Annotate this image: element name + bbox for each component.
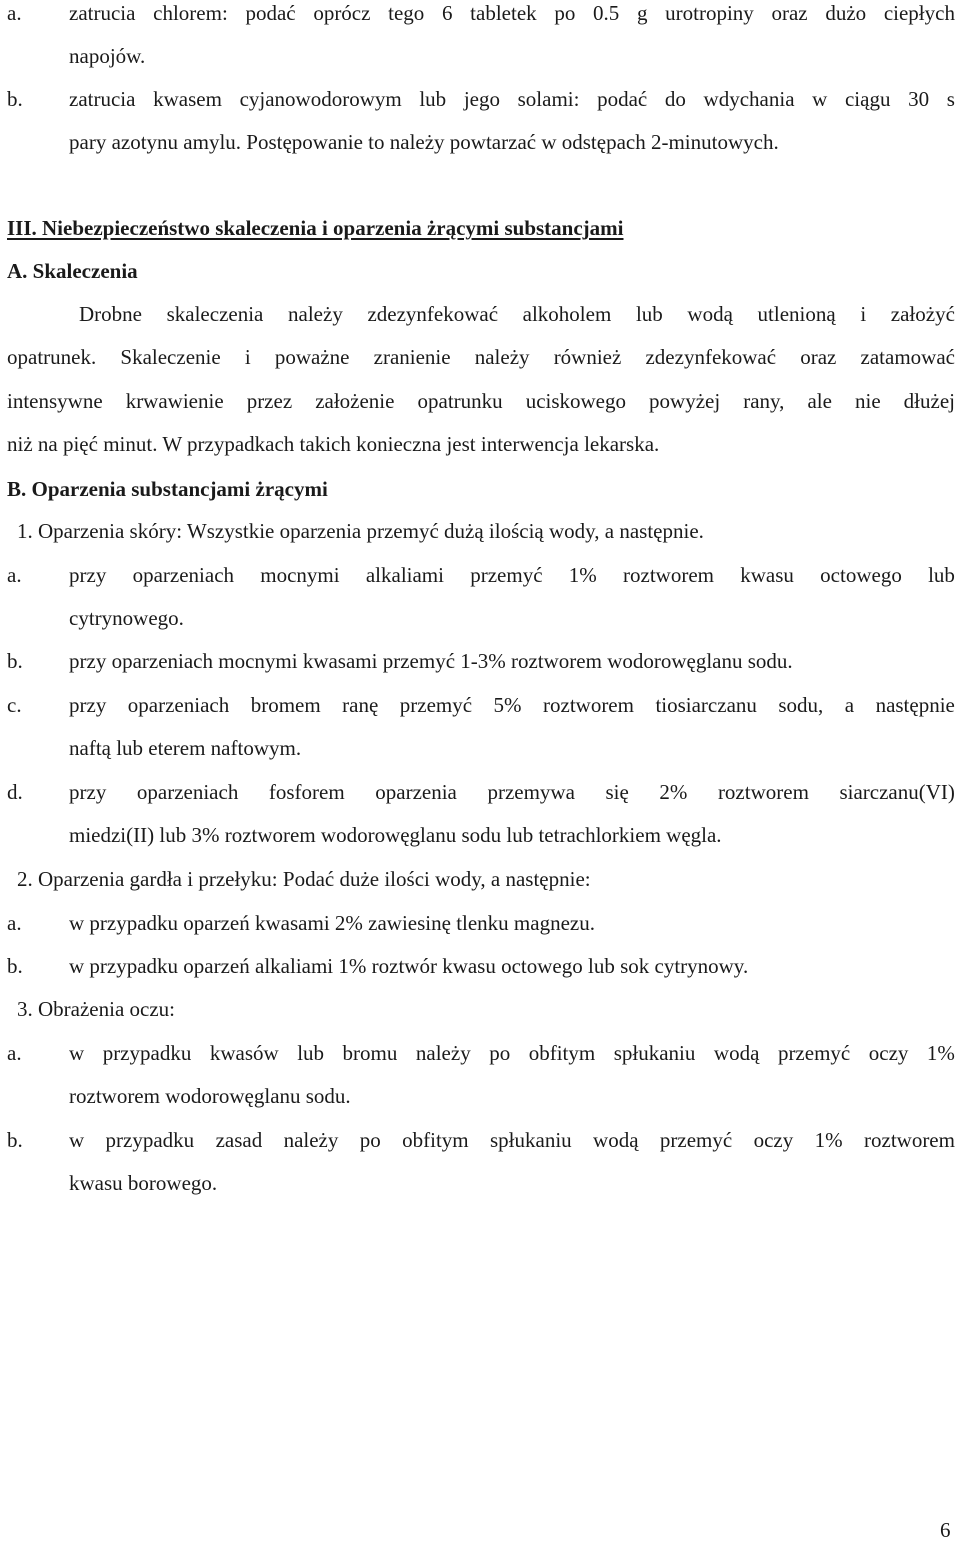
word: roztworem bbox=[864, 1128, 955, 1152]
page-number: 6 bbox=[940, 1518, 951, 1542]
word: mocnymi bbox=[260, 563, 340, 587]
word: zdezynfekować bbox=[645, 345, 777, 369]
word: tabletek bbox=[470, 1, 537, 25]
word: lub bbox=[297, 1041, 325, 1065]
word: urotropiny bbox=[665, 1, 754, 25]
word: uciskowego bbox=[525, 389, 627, 413]
list-marker: b. bbox=[7, 649, 23, 673]
word: oparzeniach bbox=[132, 563, 235, 587]
word: i bbox=[860, 302, 867, 326]
word: kwasu bbox=[740, 563, 794, 587]
word: alkaliami bbox=[365, 563, 444, 587]
word: przypadku bbox=[102, 1041, 192, 1065]
word: roztworem bbox=[717, 780, 809, 804]
word: podać bbox=[245, 1, 296, 25]
subsection-heading: B. Oparzenia substancjami żrącymi bbox=[7, 477, 328, 501]
list-item-line: miedzi(II) lub 3% roztworem wodorowęglanu sodu lub tetrachlorkiem węgla. bbox=[69, 823, 722, 847]
word: przemyć bbox=[777, 1041, 851, 1065]
list-item-line: w przypadku oparzeń kwasami 2% zawiesinę tlenku magnezu. bbox=[69, 911, 595, 935]
word: solami: bbox=[517, 87, 580, 111]
word: lub bbox=[928, 563, 955, 587]
word: krwawienie bbox=[125, 389, 224, 413]
list-item-line bbox=[69, 562, 955, 588]
paragraph-line: niż na pięć minut. W przypadkach takich konieczna jest interwencja lekarska. bbox=[7, 432, 660, 456]
word: należy bbox=[288, 302, 343, 326]
word: sodu, bbox=[778, 693, 824, 717]
list-marker: c. bbox=[7, 693, 22, 717]
word: ciągu bbox=[844, 87, 891, 111]
word: rany, bbox=[743, 389, 785, 413]
word: ciepłych bbox=[883, 1, 955, 25]
word: 0.5 bbox=[593, 1, 620, 25]
word: s bbox=[946, 87, 955, 111]
word: zranienie bbox=[373, 345, 451, 369]
word: przy bbox=[69, 563, 107, 587]
word: bromem bbox=[250, 693, 321, 717]
word: bromu bbox=[342, 1041, 398, 1065]
word: w bbox=[812, 87, 828, 111]
list-marker: a. bbox=[7, 563, 22, 587]
list-item-line: napojów. bbox=[69, 44, 146, 68]
word: w bbox=[69, 1041, 85, 1065]
word: należy bbox=[415, 1041, 471, 1065]
word: a bbox=[844, 693, 855, 717]
list-item-line: naftą lub eterem naftowym. bbox=[69, 736, 302, 760]
word: oparzeniach bbox=[127, 693, 230, 717]
word: przemyć bbox=[399, 693, 473, 717]
word: g bbox=[636, 1, 648, 25]
numbered-point: 2. Oparzenia gardła i przełyku: Podać duże ilości wody, a następnie: bbox=[17, 867, 591, 891]
word: opatrunek. bbox=[7, 345, 97, 369]
word: wodą bbox=[713, 1041, 760, 1065]
word: podać bbox=[597, 87, 648, 111]
word: ale bbox=[807, 389, 832, 413]
word: w bbox=[69, 1128, 85, 1152]
list-marker: a. bbox=[7, 911, 22, 935]
word: założyć bbox=[890, 302, 955, 326]
word: spłukaniu bbox=[613, 1041, 696, 1065]
list-item-line bbox=[69, 86, 955, 112]
word: kwasów bbox=[209, 1041, 279, 1065]
word: alkoholem bbox=[522, 302, 612, 326]
word: obfitym bbox=[402, 1128, 469, 1152]
word: fosforem bbox=[268, 780, 345, 804]
word: do bbox=[664, 87, 686, 111]
word: przy bbox=[69, 780, 107, 804]
word: wodą bbox=[687, 302, 733, 326]
paragraph-line bbox=[79, 301, 955, 327]
word: tiosiarczanu bbox=[655, 693, 757, 717]
word: roztworem bbox=[623, 563, 714, 587]
word: lub bbox=[419, 87, 447, 111]
word: poważne bbox=[274, 345, 350, 369]
word: cyjanowodorowym bbox=[239, 87, 402, 111]
word: przemyć bbox=[659, 1128, 733, 1152]
list-marker: b. bbox=[7, 87, 23, 111]
word: po bbox=[554, 1, 576, 25]
word: spłukaniu bbox=[490, 1128, 572, 1152]
list-marker: a. bbox=[7, 1, 22, 25]
list-item-line bbox=[69, 692, 955, 718]
list-marker: d. bbox=[7, 780, 23, 804]
word: przez bbox=[246, 389, 293, 413]
word: tego bbox=[388, 1, 425, 25]
word: Skaleczenie bbox=[120, 345, 221, 369]
numbered-point: 3. Obrażenia oczu: bbox=[17, 997, 176, 1021]
word: jego bbox=[463, 87, 500, 111]
word: zdezynfekować bbox=[367, 302, 499, 326]
word: lub bbox=[635, 302, 663, 326]
list-item-line bbox=[69, 1127, 955, 1153]
paragraph-line bbox=[7, 388, 955, 414]
word: skaleczenia bbox=[166, 302, 264, 326]
list-item-line: przy oparzeniach mocnymi kwasami przemyć 1-3% roztworem wodorowęglanu sodu. bbox=[69, 649, 793, 673]
word: intensywne bbox=[7, 389, 103, 413]
word: i bbox=[244, 345, 251, 369]
word: opatrunku bbox=[417, 389, 503, 413]
word: należy bbox=[283, 1128, 339, 1152]
word: dużo bbox=[825, 1, 867, 25]
list-item-line: w przypadku oparzeń alkaliami 1% roztwór kwasu octowego lub sok cytrynowy. bbox=[69, 954, 749, 978]
word: oraz bbox=[800, 345, 837, 369]
word: założenie bbox=[315, 389, 395, 413]
list-item-line: kwasu borowego. bbox=[69, 1171, 218, 1195]
word: oparzeniach bbox=[136, 780, 239, 804]
list-item-line bbox=[69, 1040, 955, 1066]
word: 1% bbox=[926, 1041, 955, 1065]
word: po bbox=[489, 1041, 511, 1065]
word: nie bbox=[854, 389, 881, 413]
section-heading: III. Niebezpieczeństwo skaleczenia i oparzenia żrącymi substancjami bbox=[7, 216, 624, 240]
word: 6 bbox=[441, 1, 453, 25]
word: ranę bbox=[342, 693, 379, 717]
subsection-heading: A. Skaleczenia bbox=[7, 259, 138, 283]
word: następnie bbox=[875, 693, 955, 717]
word: oczy bbox=[753, 1128, 794, 1152]
word: przy bbox=[69, 693, 107, 717]
list-marker: b. bbox=[7, 1128, 23, 1152]
word: zatrucia bbox=[69, 87, 136, 111]
word: utlenioną bbox=[757, 302, 836, 326]
list-marker: b. bbox=[7, 954, 23, 978]
list-item-line bbox=[69, 779, 955, 805]
word: chlorem: bbox=[153, 1, 228, 25]
word: octowego bbox=[820, 563, 902, 587]
word: oparzenia bbox=[375, 780, 457, 804]
list-item-line bbox=[69, 0, 955, 26]
word: oraz bbox=[771, 1, 808, 25]
numbered-point: 1. Oparzenia skóry: Wszystkie oparzenia przemyć dużą ilością wody, a następnie. bbox=[17, 519, 704, 543]
word: po bbox=[359, 1128, 381, 1152]
word: przemyć bbox=[470, 563, 543, 587]
word: przypadku bbox=[105, 1128, 195, 1152]
word: dłużej bbox=[903, 389, 955, 413]
word: siarczanu(VI) bbox=[839, 780, 955, 804]
word: się bbox=[605, 780, 629, 804]
word: 5% bbox=[493, 693, 522, 717]
word: wodą bbox=[593, 1128, 639, 1152]
word: kwasem bbox=[153, 87, 222, 111]
word: zasad bbox=[215, 1128, 263, 1152]
word: 1% bbox=[568, 563, 597, 587]
word: należy bbox=[474, 345, 530, 369]
word: 2% bbox=[659, 780, 688, 804]
list-item-line: roztworem wodorowęglanu sodu. bbox=[69, 1084, 351, 1108]
word: powyżej bbox=[649, 389, 721, 413]
list-marker: a. bbox=[7, 1041, 22, 1065]
word: obfitym bbox=[528, 1041, 596, 1065]
word: oprócz bbox=[313, 1, 371, 25]
paragraph-line bbox=[7, 344, 955, 370]
word: wdychania bbox=[703, 87, 795, 111]
word: zatamować bbox=[860, 345, 955, 369]
word: 1% bbox=[814, 1128, 843, 1152]
word: zatrucia bbox=[69, 1, 136, 25]
word: przemywa bbox=[487, 780, 575, 804]
word: roztworem bbox=[543, 693, 634, 717]
word: Drobne bbox=[79, 302, 142, 326]
list-item-line: pary azotynu amylu. Postępowanie to należy powtarzać w odstępach 2-minutowych. bbox=[69, 130, 779, 154]
word: 30 bbox=[908, 87, 930, 111]
word: również bbox=[553, 345, 622, 369]
word: oczy bbox=[868, 1041, 909, 1065]
list-item-line: cytrynowego. bbox=[69, 606, 184, 630]
